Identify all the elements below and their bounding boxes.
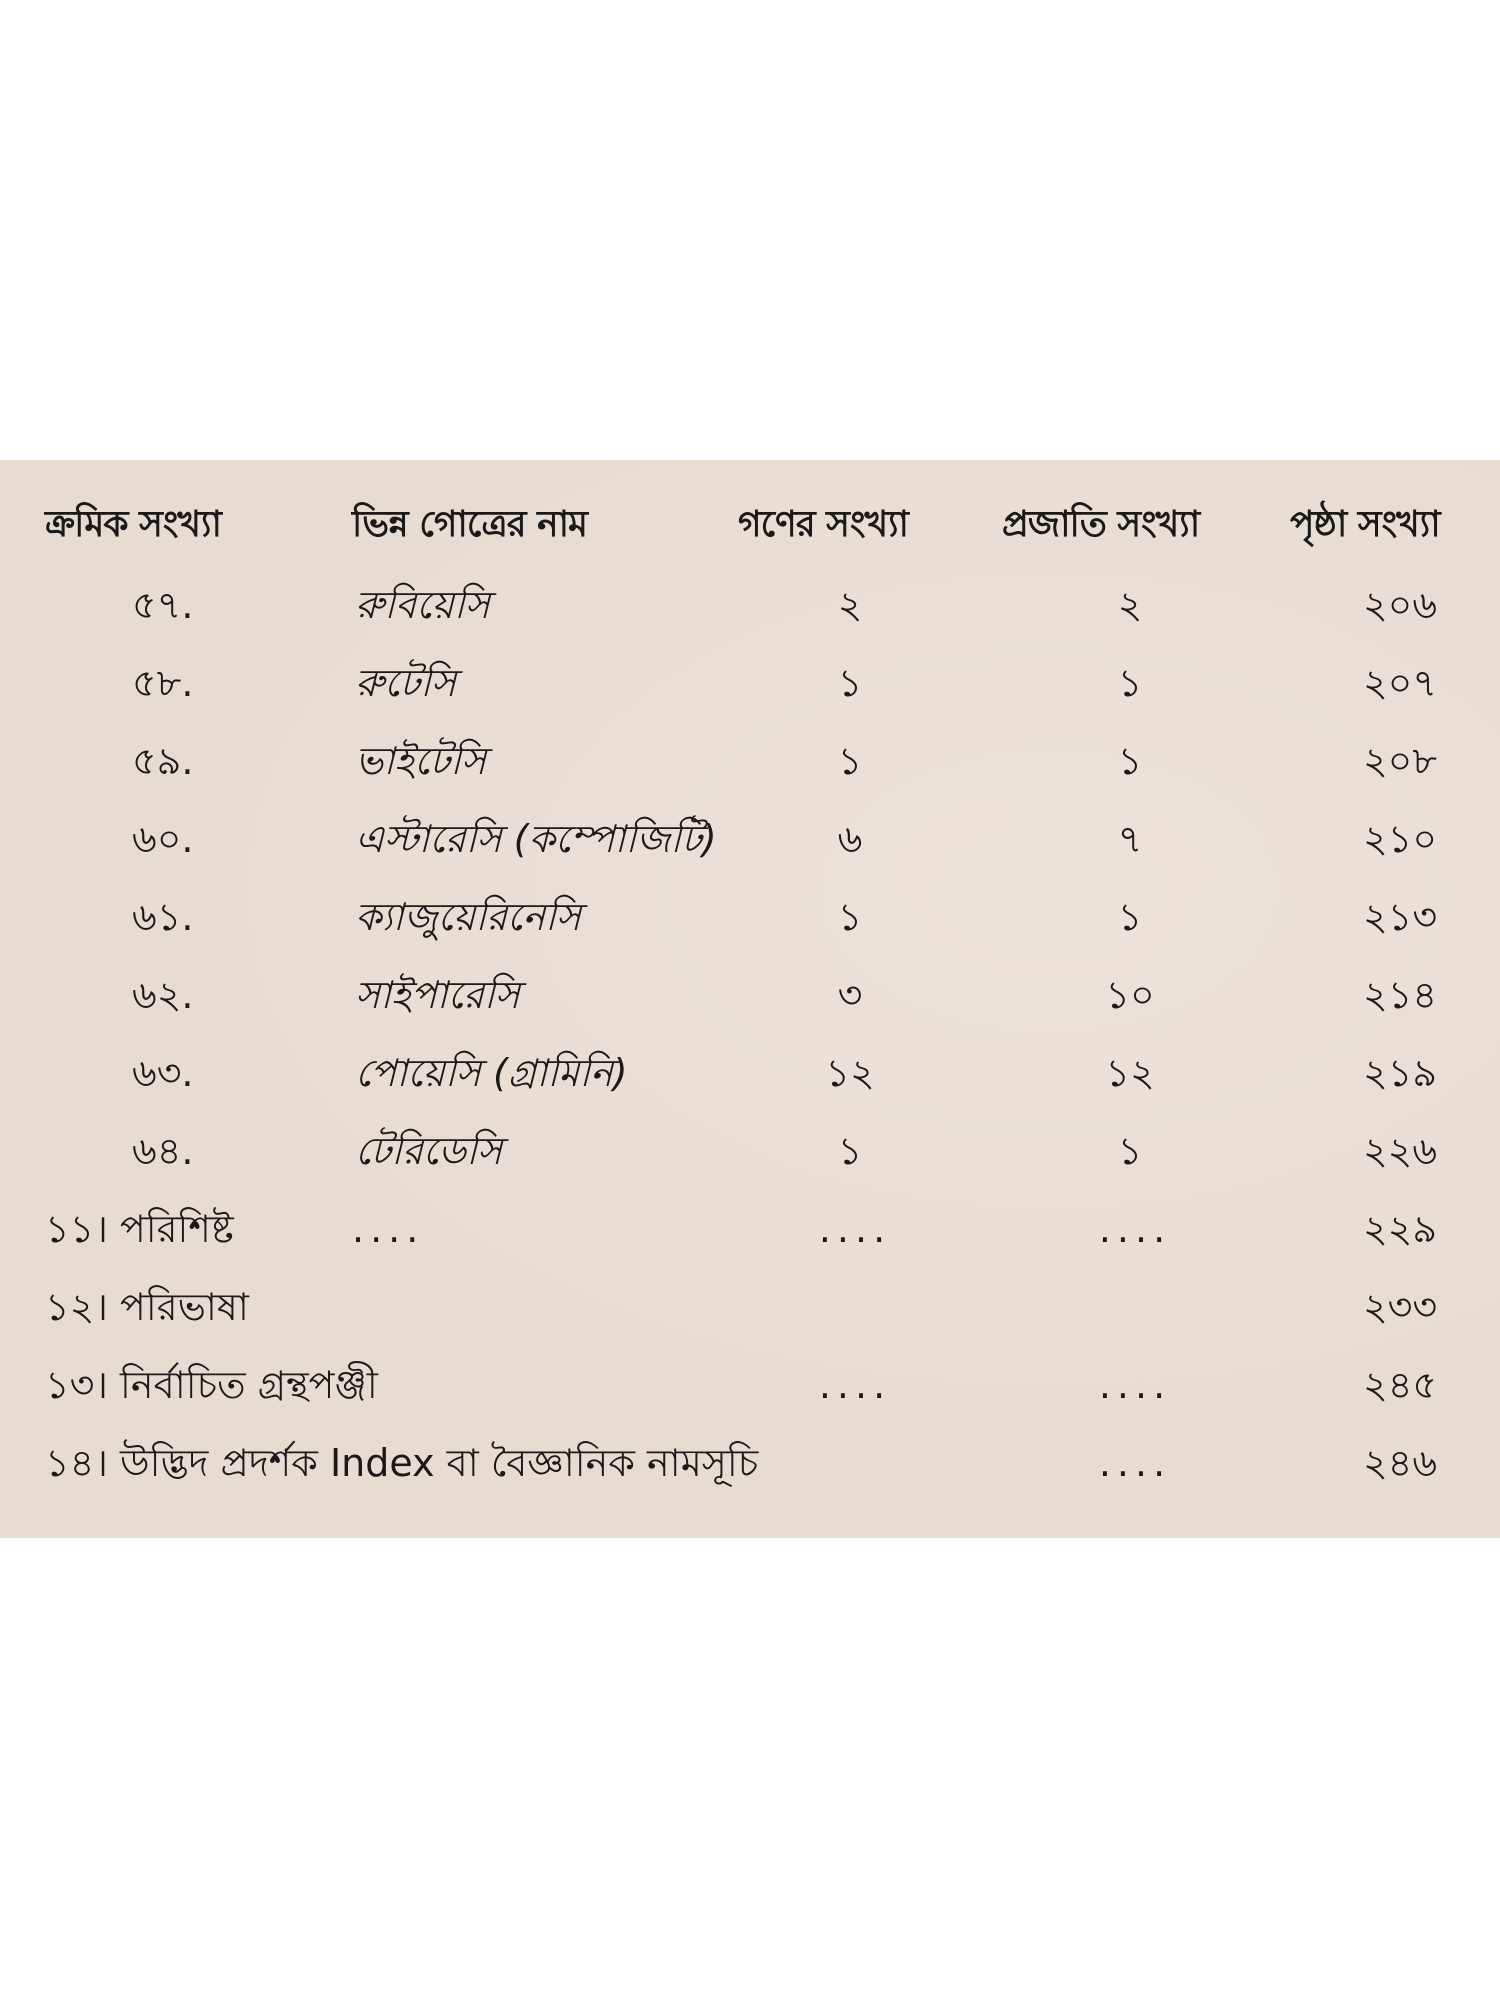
family-name: সাইপারেসি — [355, 973, 520, 1017]
genus-count: ২ — [837, 583, 863, 627]
section-title: ১২। পরিভাষা — [45, 1285, 249, 1329]
family-name: টেরিডেসি — [355, 1129, 503, 1173]
table-header — [0, 490, 1500, 560]
page-number: ২২৬ — [1362, 1129, 1438, 1173]
table-row — [0, 570, 1500, 640]
page-number: ২১৩ — [1362, 895, 1438, 939]
section-title: ১১। পরিশিষ্ট — [45, 1207, 234, 1251]
genus-count: ১ — [837, 739, 863, 783]
species-count: ১ — [1117, 1129, 1143, 1173]
family-name: ক্যাজুয়েরিনেসি — [355, 895, 581, 939]
header-serial: ক্রমিক সংখ্যা — [45, 504, 221, 545]
serial-number: ৫৯. — [132, 739, 194, 783]
species-count: ১ — [1117, 739, 1143, 783]
table-row — [0, 726, 1500, 796]
page-number: ২১৯ — [1362, 1051, 1438, 1095]
family-name: এস্টারেসি (কম্পোজিটি) — [355, 817, 717, 861]
genus-count: ৩ — [837, 973, 863, 1017]
serial-number: ৬১. — [132, 895, 194, 939]
header-species: প্রজাতি সংখ্যা — [1002, 504, 1200, 545]
family-name: ভাইটেসি — [355, 739, 487, 783]
serial-number: ৬৪. — [132, 1129, 194, 1173]
section-title: ১৩। নির্বাচিত গ্রন্থপঞ্জী — [45, 1363, 378, 1407]
section-row — [0, 1272, 1500, 1342]
leader-dots: .... — [352, 1207, 425, 1251]
family-name: রুটেসি — [355, 661, 457, 705]
table-row — [0, 960, 1500, 1030]
page-number: ২৪৫ — [1362, 1363, 1438, 1407]
genus-count: ৬ — [837, 817, 863, 861]
leader-dots: .... — [818, 1207, 892, 1251]
serial-number: ৫৮. — [132, 661, 194, 705]
table-row — [0, 1038, 1500, 1108]
leader-dots: .... — [1098, 1441, 1172, 1485]
leader-dots: .... — [1098, 1207, 1172, 1251]
leader-dots: .... — [1098, 1363, 1172, 1407]
page-number: ২১৪ — [1362, 973, 1438, 1017]
leader-dots: .... — [818, 1363, 892, 1407]
header-family: ভিন্ন গোত্রের নাম — [352, 504, 588, 545]
family-name: পোয়েসি (গ্রামিনি) — [355, 1051, 628, 1095]
table-row — [0, 1116, 1500, 1186]
scanned-page — [0, 460, 1500, 1538]
section-row — [0, 1428, 1500, 1498]
page-number: ২০৮ — [1362, 739, 1438, 783]
page-number: ২০৭ — [1362, 661, 1438, 705]
header-genus: গণের সংখ্যা — [738, 504, 908, 545]
species-count: ১ — [1117, 895, 1143, 939]
page-number: ২০৬ — [1362, 583, 1438, 627]
species-count: ২ — [1117, 583, 1143, 627]
species-count: ১০ — [1105, 973, 1155, 1017]
table-row — [0, 804, 1500, 874]
species-count: ১ — [1117, 661, 1143, 705]
page-number: ২৪৬ — [1362, 1441, 1438, 1485]
species-count: ৭ — [1117, 817, 1143, 861]
page-number: ২১০ — [1362, 817, 1438, 861]
genus-count: ১২ — [825, 1051, 875, 1095]
section-row — [0, 1194, 1500, 1264]
page-number: ২২৯ — [1362, 1207, 1438, 1251]
species-count: ১২ — [1105, 1051, 1155, 1095]
header-page: পৃষ্ঠা সংখ্যা — [1290, 504, 1440, 545]
table-row — [0, 882, 1500, 952]
genus-count: ১ — [837, 661, 863, 705]
serial-number: ৫৭. — [132, 583, 194, 627]
page-number: ২৩৩ — [1362, 1285, 1438, 1329]
serial-number: ৬৩. — [132, 1051, 194, 1095]
table-row — [0, 648, 1500, 718]
serial-number: ৬২. — [132, 973, 194, 1017]
serial-number: ৬০. — [132, 817, 194, 861]
section-row — [0, 1350, 1500, 1420]
genus-count: ১ — [837, 895, 863, 939]
family-name: রুবিয়েসি — [355, 583, 490, 627]
section-title: ১৪। উদ্ভিদ প্রদর্শক Index বা বৈজ্ঞানিক নামসূচি — [45, 1441, 759, 1485]
genus-count: ১ — [837, 1129, 863, 1173]
